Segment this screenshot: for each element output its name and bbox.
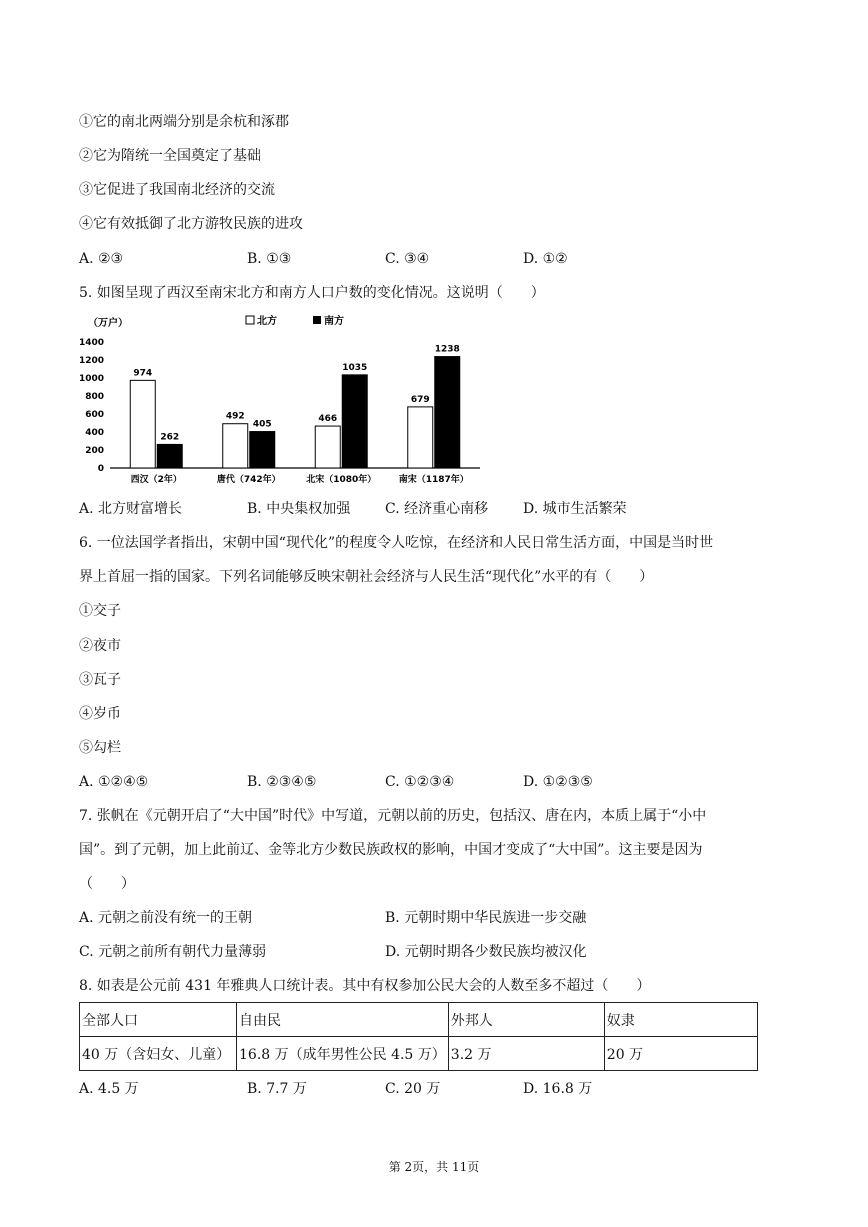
- data-label: 405: [252, 419, 272, 430]
- q7-option-d: D. 元朝时期各少数民族均被汉化: [385, 944, 587, 960]
- table-cell: 3.2 万: [448, 1037, 604, 1071]
- table-header-cell: 全部人口: [80, 1003, 237, 1037]
- q4-option-b: B. ①③: [247, 251, 292, 267]
- q5-stem: 5. 如图呈现了西汉至南宋北方和南方人口户数的变化情况。这说明（ ）: [79, 285, 545, 301]
- q4-option-a: A. ②③: [79, 251, 124, 267]
- x-tick-label: 西汉（2年）: [130, 475, 182, 485]
- table-cell: 40 万（含妇女、儿童）: [80, 1037, 237, 1071]
- q6-option-b: B. ②③④⑤: [247, 774, 317, 790]
- q6-stem-line-1: 6. 一位法国学者指出，宋朝中国“现代化”的程度令人吃惊，在经济和人民日常生活方面，中国是当时世: [79, 535, 714, 551]
- table-header-cell: 自由民: [237, 1003, 449, 1037]
- q5-option-c: C. 经济重心南移: [385, 501, 489, 517]
- chart-legend: [246, 314, 344, 327]
- q6-option-c: C. ①②③④: [385, 774, 455, 790]
- q6-item-4: ④岁币: [79, 706, 121, 722]
- table-cell: 16.8 万（成年男性公民 4.5 万）: [237, 1037, 449, 1071]
- data-label: 1035: [342, 362, 368, 373]
- legend-swatch-south: [313, 316, 321, 324]
- bar-south: [250, 432, 275, 468]
- q4-item-2: ②它为隋统一全国奠定了基础: [79, 148, 261, 164]
- page-footer: 第 2页，共 11页: [388, 1160, 480, 1174]
- q4-item-4: ④它有效抵御了北方游牧民族的进攻: [79, 216, 303, 232]
- q6-item-5: ⑤勾栏: [79, 740, 121, 756]
- data-label: 262: [160, 432, 180, 443]
- table-cell: 20 万: [604, 1037, 757, 1071]
- q8-option-b: B. 7.7 万: [247, 1081, 307, 1097]
- q6-stem-line-2: 界上首屈一指的国家。下列名词能够反映宋朝社会经济与人民生活“现代化”水平的有（ ）: [79, 569, 654, 585]
- q5-option-b: B. 中央集权加强: [247, 501, 351, 517]
- q8-option-d: D. 16.8 万: [523, 1081, 593, 1097]
- table-row: [80, 1037, 758, 1071]
- q7-stem-line-3: （ ）: [79, 876, 135, 892]
- q6-option-a: A. ①②④⑤: [79, 774, 149, 790]
- bar-north: [130, 380, 155, 468]
- bar-north: [315, 426, 340, 468]
- bar-south: [342, 375, 367, 468]
- data-label: 466: [318, 414, 338, 425]
- population-table: [79, 1002, 758, 1071]
- q7-stem-line-1: 7. 张帆在《元朝开启了“大中国”时代》中写道，元朝以前的历史，包括汉、唐在内，本质上属于“小中: [79, 808, 707, 824]
- y-tick-label: 1200: [78, 356, 104, 366]
- q7-stem-line-2: 国”。到了元朝，加上此前辽、金等北方少数民族政权的影响，中国才变成了“大中国”。这主要是因为: [79, 842, 703, 858]
- x-tick-label: 唐代（742年）: [216, 475, 281, 485]
- x-tick-label: 南宋（1187年）: [398, 475, 469, 485]
- y-tick-label: 1000: [78, 374, 104, 384]
- x-tick-label: 北宋（1080年）: [306, 475, 377, 485]
- data-label: 679: [410, 394, 430, 405]
- y-tick-label: 800: [85, 392, 104, 402]
- q5-option-d: D. 城市生活繁荣: [523, 501, 627, 517]
- legend-swatch-north: [246, 316, 254, 324]
- q8-option-a: A. 4.5 万: [79, 1081, 139, 1097]
- q5-option-a: A. 北方财富增长: [79, 501, 183, 517]
- q7-option-b: B. 元朝时期中华民族进一步交融: [385, 910, 587, 926]
- bar-south: [157, 444, 182, 468]
- legend-label-north: 北方: [257, 316, 277, 327]
- table-header-cell: 奴隶: [604, 1003, 757, 1037]
- data-label: 492: [225, 411, 245, 422]
- q7-option-a: A. 元朝之前没有统一的王朝: [79, 910, 253, 926]
- table-header-cell: 外邦人: [448, 1003, 604, 1037]
- q4-option-d: D. ①②: [523, 251, 568, 267]
- y-tick-label: 0: [97, 464, 104, 474]
- q6-item-2: ②夜市: [79, 638, 121, 654]
- bar-north: [223, 424, 248, 468]
- legend-label-south: 南方: [324, 316, 344, 327]
- table-header-row: [80, 1003, 758, 1037]
- q4-item-3: ③它促进了我国南北经济的交流: [79, 182, 275, 198]
- chart-x-axis: [131, 473, 469, 485]
- y-tick-label: 200: [85, 446, 104, 456]
- y-tick-label: 400: [85, 428, 104, 438]
- bar-south: [435, 357, 460, 468]
- q8-stem: 8. 如表是公元前 431 年雅典人口统计表。其中有权参加公民大会的人数至多不超过（ ）: [79, 978, 651, 994]
- chart-y-unit: （万户）: [88, 318, 128, 329]
- y-tick-label: 600: [85, 410, 104, 420]
- q4-item-1: ①它的南北两端分别是余杭和涿郡: [79, 114, 289, 130]
- data-label: 1238: [434, 344, 460, 355]
- q8-option-c: C. 20 万: [385, 1081, 441, 1097]
- q6-option-d: D. ①②③⑤: [523, 774, 593, 790]
- chart-bars: [130, 345, 460, 468]
- y-tick-label: 1400: [78, 338, 104, 348]
- q6-item-1: ①交子: [79, 603, 121, 619]
- q6-item-3: ③瓦子: [79, 672, 121, 688]
- data-label: 974: [133, 368, 153, 379]
- q7-option-c: C. 元朝之前所有朝代力量薄弱: [79, 944, 267, 960]
- q4-option-c: C. ③④: [385, 251, 430, 267]
- population-chart: [70, 310, 490, 492]
- bar-north: [408, 407, 433, 468]
